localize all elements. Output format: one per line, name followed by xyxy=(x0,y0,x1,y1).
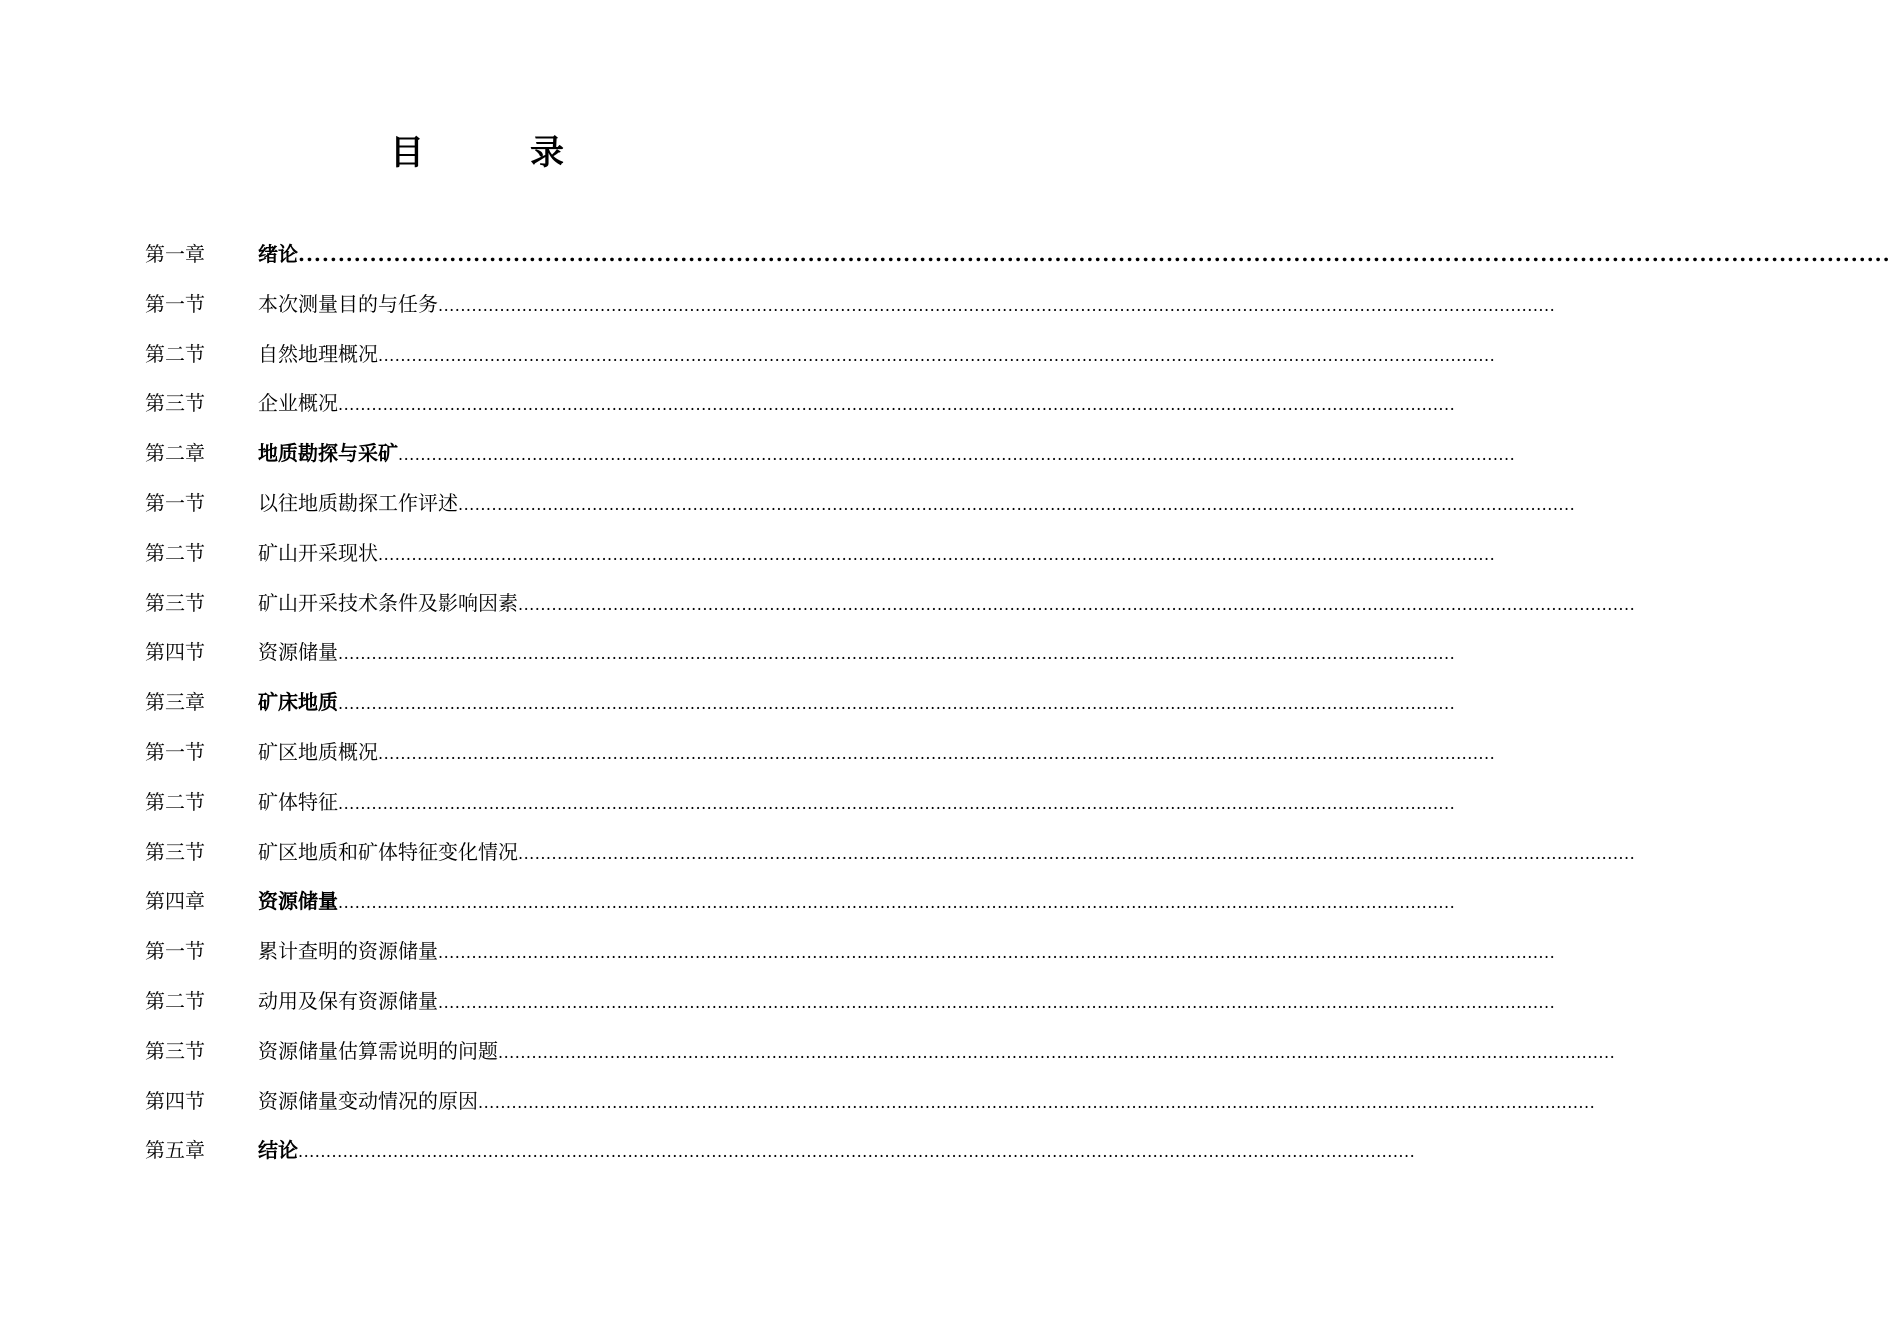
toc-entry xyxy=(258,678,1456,729)
toc-section-row[interactable] xyxy=(145,1077,1596,1127)
title-char-2: 录 xyxy=(530,133,564,173)
toc-section-row[interactable] xyxy=(145,927,1556,977)
toc-section-row[interactable] xyxy=(145,579,1636,629)
dot-leader: ........................................................................................................................................................................................................ xyxy=(438,295,1556,315)
toc-entry xyxy=(258,828,1636,879)
toc-entry xyxy=(258,330,1496,381)
dot-leader: ........................................................................................................................................................................................................ xyxy=(338,694,1456,714)
toc-entry-number: 第一节 xyxy=(145,490,205,515)
toc-entry xyxy=(258,728,1496,779)
dot-leader: ........................................................................................................................................................................................................ xyxy=(458,494,1576,514)
dot-leader: ........................................................................................................................................................................................................ xyxy=(378,743,1496,763)
toc-entry-title: 自然地理概况 xyxy=(258,341,378,366)
title-char-1: 目 xyxy=(390,133,424,173)
toc-entry-number: 第二节 xyxy=(145,540,205,565)
toc-section-row[interactable] xyxy=(145,778,1456,828)
toc-entry xyxy=(258,479,1576,530)
toc-entry xyxy=(258,628,1456,679)
dot-leader: ........................................................................................................................................................................................................ xyxy=(498,1042,1616,1062)
toc-section-row[interactable] xyxy=(145,379,1456,429)
toc-entry-number: 第三节 xyxy=(145,590,205,615)
dot-leader: ........................................................................................................................................................................................................ xyxy=(338,893,1456,913)
toc-section-row[interactable] xyxy=(145,977,1556,1027)
toc-entry xyxy=(258,977,1556,1028)
toc-entry-number: 第一节 xyxy=(145,939,205,964)
toc-section-row[interactable] xyxy=(145,1027,1616,1077)
toc-entry xyxy=(258,927,1556,978)
toc-entry-number: 第三节 xyxy=(145,839,205,864)
toc-entry-title: 绪论 xyxy=(258,242,298,266)
toc-section-row[interactable] xyxy=(145,479,1576,529)
table-of-contents xyxy=(145,230,1891,1176)
toc-entry-title: 以往地质勘探工作评述 xyxy=(258,490,458,515)
dot-leader: ........................................................................................................................................................................................................ xyxy=(398,445,1516,465)
dot-leader: ........................................................................................................................................................................................................ xyxy=(378,544,1496,564)
dot-leader: ........................................................................................................................................................................................................ xyxy=(438,992,1556,1012)
toc-entry xyxy=(258,778,1456,829)
toc-section-row[interactable] xyxy=(145,330,1496,380)
toc-entry-number: 第二节 xyxy=(145,341,205,366)
toc-entry-number: 第三节 xyxy=(145,391,205,416)
dot-leader: ........................................................................................................................................................................................................ xyxy=(338,395,1456,415)
toc-entry xyxy=(258,579,1636,630)
dot-leader: ........................................................................................................................................................................................................ xyxy=(438,943,1556,963)
toc-entry-number: 第一节 xyxy=(145,739,205,764)
page-title xyxy=(0,128,950,178)
toc-entry-number: 第三节 xyxy=(145,1038,205,1063)
toc-entry-title: 矿床地质 xyxy=(258,690,338,715)
toc-entry-number: 第四章 xyxy=(145,889,205,914)
toc-section-row[interactable] xyxy=(145,628,1456,678)
dot-leader: ........................................................................................................................................................................................................ xyxy=(518,594,1636,614)
toc-entry xyxy=(258,230,1891,280)
toc-entry-title: 矿区地质概况 xyxy=(258,739,378,764)
toc-entry xyxy=(258,877,1456,928)
toc-chapter-row[interactable] xyxy=(145,678,1456,728)
toc-entry-title: 矿山开采现状 xyxy=(258,540,378,565)
dot-leader: ........................................................................................................................................................................................................ xyxy=(338,644,1456,664)
toc-chapter-row[interactable] xyxy=(145,429,1516,479)
toc-entry-title: 企业概况 xyxy=(258,391,338,416)
toc-entry xyxy=(258,529,1496,580)
toc-entry-title: 矿山开采技术条件及影响因素 xyxy=(258,590,518,615)
toc-entry-title: 本次测量目的与任务 xyxy=(258,291,438,316)
toc-entry-title: 矿区地质和矿体特征变化情况 xyxy=(258,839,518,864)
toc-entry-title: 地质勘探与采矿 xyxy=(258,441,398,466)
toc-section-row[interactable] xyxy=(145,529,1496,579)
toc-entry xyxy=(258,1126,1416,1177)
toc-entry-number: 第五章 xyxy=(145,1138,205,1163)
toc-section-row[interactable] xyxy=(145,828,1636,878)
toc-entry-number: 第二章 xyxy=(145,441,205,466)
toc-entry-number: 第一节 xyxy=(145,291,205,316)
dot-leader: ........................................................................................................................................................................................................ xyxy=(338,793,1456,813)
toc-section-row[interactable] xyxy=(145,280,1556,330)
toc-chapter-row[interactable] xyxy=(145,1126,1416,1176)
dot-leader: ........................................................................................................................................................................................................ xyxy=(298,242,1891,266)
toc-entry-title: 资源储量估算需说明的问题 xyxy=(258,1038,498,1063)
dot-leader: ........................................................................................................................................................................................................ xyxy=(298,1142,1416,1162)
toc-chapter-row[interactable] xyxy=(145,230,1891,280)
toc-entry-number: 第二节 xyxy=(145,789,205,814)
toc-entry-title: 矿体特征 xyxy=(258,789,338,814)
toc-entry xyxy=(258,429,1516,480)
dot-leader: ........................................................................................................................................................................................................ xyxy=(378,345,1496,365)
dot-leader: ........................................................................................................................................................................................................ xyxy=(518,843,1636,863)
toc-entry-number: 第三章 xyxy=(145,690,205,715)
toc-entry-title: 资源储量变动情况的原因 xyxy=(258,1088,478,1113)
toc-entry-title: 资源储量 xyxy=(258,889,338,914)
toc-entry-title: 累计查明的资源储量 xyxy=(258,939,438,964)
dot-leader: ........................................................................................................................................................................................................ xyxy=(478,1092,1596,1112)
toc-entry xyxy=(258,379,1456,430)
toc-entry xyxy=(258,280,1556,331)
toc-entry-number: 第四节 xyxy=(145,640,205,665)
toc-entry-title: 动用及保有资源储量 xyxy=(258,988,438,1013)
toc-entry-number: 第二节 xyxy=(145,988,205,1013)
toc-entry-number: 第一章 xyxy=(145,242,205,266)
toc-entry-title: 资源储量 xyxy=(258,640,338,665)
toc-entry xyxy=(258,1027,1616,1078)
toc-entry xyxy=(258,1077,1596,1128)
toc-section-row[interactable] xyxy=(145,728,1496,778)
toc-chapter-row[interactable] xyxy=(145,877,1456,927)
toc-entry-number: 第四节 xyxy=(145,1088,205,1113)
toc-entry-title: 结论 xyxy=(258,1138,298,1163)
